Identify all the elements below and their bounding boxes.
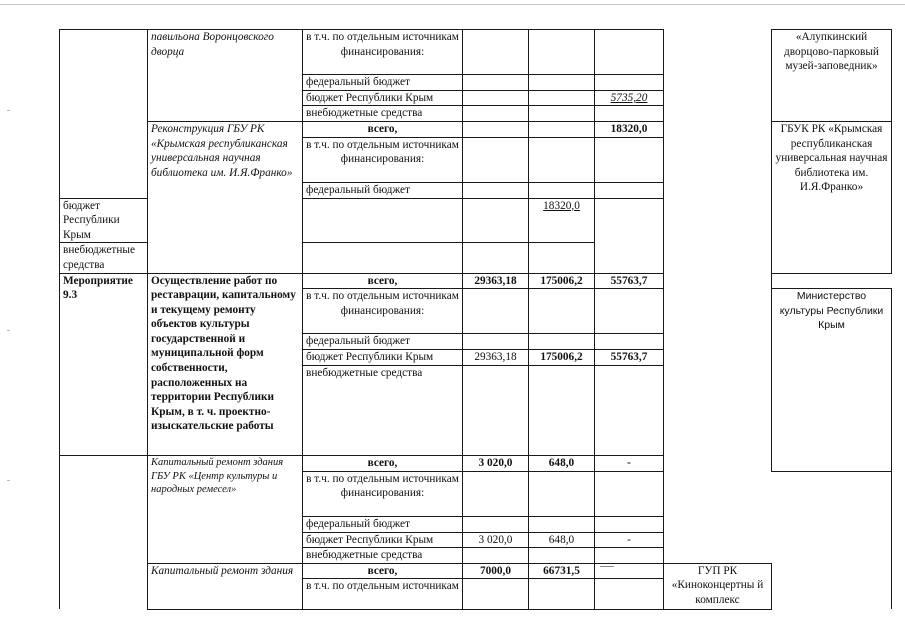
value-cell bbox=[529, 289, 595, 334]
line-label-cell: внебюджетные средства bbox=[303, 106, 463, 122]
scan-margin-mark bbox=[7, 480, 10, 481]
value-cell bbox=[529, 334, 595, 350]
value-cell bbox=[303, 198, 463, 243]
line-label-cell: в т.ч. по отдельным источникам финансирования: bbox=[303, 471, 463, 516]
value-cell bbox=[595, 563, 664, 579]
value-cell: 66731,5 bbox=[529, 563, 595, 579]
value-cell bbox=[595, 548, 664, 564]
line-label-cell: всего, bbox=[303, 273, 463, 289]
value-cell bbox=[463, 75, 529, 91]
value-cell bbox=[463, 579, 529, 609]
executor-cell: «Алупкинский дворцово-парковый музей-заповедник» bbox=[772, 30, 892, 122]
value-cell bbox=[595, 137, 664, 182]
value-cell bbox=[595, 289, 664, 334]
table-row bbox=[60, 563, 892, 579]
line-label-cell: в т.ч. по отдельным источникам финансирования: bbox=[303, 30, 463, 75]
value-cell bbox=[529, 30, 595, 75]
value-cell bbox=[463, 548, 529, 564]
value-cell bbox=[529, 243, 595, 273]
value-cell bbox=[463, 334, 529, 350]
value-cell: 3 020,0 bbox=[463, 456, 529, 472]
value-cell: 175006,2 bbox=[529, 349, 595, 365]
measure-code-cell: Мероприятие 9.3 bbox=[60, 273, 148, 456]
line-label-cell: бюджет Республики Крым bbox=[60, 198, 148, 243]
value-cell bbox=[529, 90, 595, 106]
value-cell bbox=[463, 289, 529, 334]
line-label-cell: в т.ч. по отдельным источникам финансирования: bbox=[303, 137, 463, 182]
value-cell: 5735,20 bbox=[595, 90, 664, 106]
line-label-cell: внебюджетные средства bbox=[303, 548, 463, 564]
line-label-cell: всего, bbox=[303, 563, 463, 579]
line-label-cell: федеральный бюджет bbox=[303, 182, 463, 198]
value-cell bbox=[595, 334, 664, 350]
value-cell bbox=[595, 106, 664, 122]
measure-code-cell bbox=[60, 456, 148, 609]
value-cell bbox=[595, 182, 664, 198]
value-cell bbox=[595, 517, 664, 533]
object-name-cell: павильона Воронцовского дворца bbox=[148, 30, 303, 122]
value-cell bbox=[463, 90, 529, 106]
value-cell bbox=[529, 579, 595, 609]
value-cell bbox=[529, 548, 595, 564]
value-cell bbox=[529, 517, 595, 533]
measure-name-cell: Осуществление работ по реставрации, капитальному и текущему ремонту объектов культуры государственной и муниципальной форм собственности, расположенных на территории Республики Крым, в т. ч. проектно-изыскательские работы bbox=[148, 273, 303, 456]
value-cell: 29363,18 bbox=[463, 349, 529, 365]
value-cell: 18320,0 bbox=[595, 122, 664, 138]
value-cell: 648,0 bbox=[529, 456, 595, 472]
value-cell bbox=[595, 365, 664, 456]
value-cell bbox=[529, 75, 595, 91]
line-label-cell: внебюджетные средства bbox=[303, 365, 463, 456]
measure-code-cell bbox=[60, 30, 148, 91]
line-label-cell: в т.ч. по отдельным источникам финансирования: bbox=[303, 289, 463, 334]
value-cell bbox=[595, 30, 664, 75]
value-cell bbox=[303, 243, 463, 273]
line-label-cell: бюджет Республики Крым bbox=[303, 90, 463, 106]
value-cell bbox=[463, 198, 529, 243]
line-label-cell: федеральный бюджет bbox=[303, 75, 463, 91]
value-cell bbox=[463, 122, 529, 138]
value-cell: 55763,7 bbox=[595, 273, 664, 289]
line-label-cell: федеральный бюджет bbox=[303, 517, 463, 533]
value-cell: 175006,2 bbox=[529, 273, 595, 289]
value-cell bbox=[463, 243, 529, 273]
value-cell bbox=[595, 471, 664, 516]
value-cell bbox=[529, 137, 595, 182]
value-cell: 3 020,0 bbox=[463, 532, 529, 548]
value-cell bbox=[463, 471, 529, 516]
value-cell bbox=[463, 30, 529, 75]
responsible-cell bbox=[664, 30, 772, 472]
object-name-cell: Реконструкция ГБУ РК «Крымская республиканская универсальная научная библиотека им. И.Я.Франко» bbox=[148, 122, 303, 273]
executor-cell: ГУП РК «Киноконцертны й комплекс bbox=[664, 563, 772, 609]
value-cell bbox=[463, 517, 529, 533]
scan-margin-mark bbox=[7, 110, 10, 111]
top-scan-rule bbox=[0, 4, 905, 5]
responsible-cell: Министерство культуры Республики Крым bbox=[772, 289, 892, 472]
executor-cell: ГБУК РК «Крымская республиканская универсальная научная библиотека им. И.Я.Франко» bbox=[772, 122, 892, 273]
value-cell: 18320,0 bbox=[529, 198, 595, 243]
value-cell bbox=[463, 365, 529, 456]
value-cell: - bbox=[595, 532, 664, 548]
line-label-cell: всего, bbox=[303, 456, 463, 472]
value-cell bbox=[529, 182, 595, 198]
measure-code-cell bbox=[60, 90, 148, 198]
program-finance-table bbox=[59, 29, 892, 610]
line-label-cell: бюджет Республики Крым bbox=[303, 532, 463, 548]
value-cell bbox=[595, 75, 664, 91]
line-label-cell: в т.ч. по отдельным источникам bbox=[303, 579, 463, 609]
value-cell bbox=[463, 106, 529, 122]
line-label-cell: внебюджетные средства bbox=[60, 243, 148, 273]
value-cell bbox=[529, 471, 595, 516]
scan-margin-mark bbox=[7, 330, 10, 331]
value-cell: 7000,0 bbox=[463, 563, 529, 579]
value-cell bbox=[529, 365, 595, 456]
value-cell bbox=[463, 137, 529, 182]
line-label-cell: всего, bbox=[303, 122, 463, 138]
value-cell: 55763,7 bbox=[595, 349, 664, 365]
value-cell bbox=[463, 182, 529, 198]
value-cell: 29363,18 bbox=[463, 273, 529, 289]
line-label-cell: федеральный бюджет bbox=[303, 334, 463, 350]
value-cell bbox=[595, 579, 664, 609]
object-name-cell: Капитальный ремонт здания bbox=[148, 563, 303, 609]
value-cell: - bbox=[595, 456, 664, 472]
value-cell bbox=[529, 122, 595, 138]
line-label-cell: бюджет Республики Крым bbox=[303, 349, 463, 365]
table-row bbox=[60, 30, 892, 45]
value-cell bbox=[529, 106, 595, 122]
object-name-cell: Капитальный ремонт здания ГБУ РК «Центр культуры и народных ремесел» bbox=[148, 456, 303, 564]
value-cell: 648,0 bbox=[529, 532, 595, 548]
